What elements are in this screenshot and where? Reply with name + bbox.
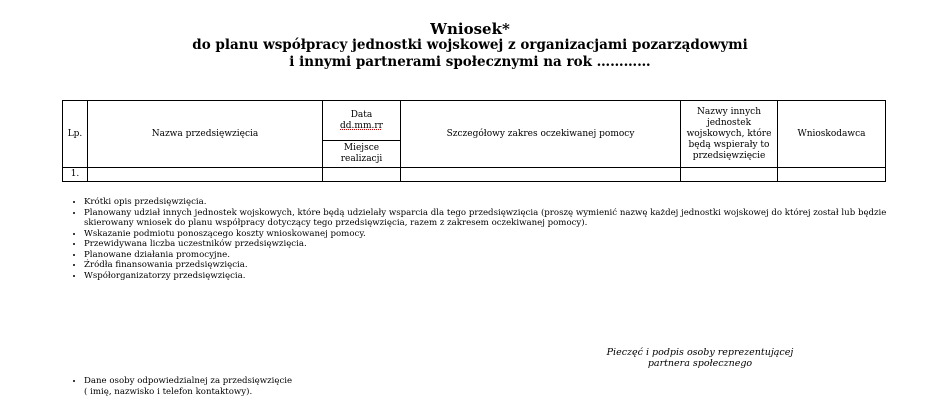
signature-block [570,347,830,369]
header-units: Nazwy innych jednostek wojskowych, które będą wspierały to przedsięwzięcie [681,101,778,168]
list-item: • Planowane działania promocyjne. [84,250,929,261]
header-date-label: Data [350,109,373,120]
row-cell-date[interactable] [323,168,401,182]
header-lp: Lp. [63,101,88,168]
header-date-format: dd.mm.rr [340,120,383,131]
contact-list [62,376,292,397]
document-subtitle-line1: do planu współpracy jednostki wojskowej z organizacjami pozarządowymi [192,37,748,53]
instructions-list [62,197,929,281]
row-cell-units[interactable] [681,168,778,182]
row-cell-name[interactable] [88,168,323,182]
contact-line1: Dane osoby odpowiedzialnej za przedsięwzięcie [84,376,293,386]
signature-line2: partnera społecznego [647,358,753,369]
list-item: • Przewidywana liczba uczestników przedsięwzięcia. [84,239,929,250]
request-table [62,100,886,182]
document-subtitle-line2: i innymi partnerami społecznymi na rok ………… [289,54,651,70]
row-cell-applicant[interactable] [778,168,886,182]
header-place: Miejsce realizacji [323,141,401,168]
row-cell-scope[interactable] [401,168,681,182]
list-item: • Krótki opis przedsięwzięcia. [84,197,929,208]
header-scope: Szczegółowy zakres oczekiwanej pomocy [401,101,681,168]
header-applicant: Wnioskodawca [778,101,886,168]
header-date [323,101,401,141]
list-item: • Planowany udział innych jednostek wojskowych, które będą udzielały wsparcia dla tego przedsięwzięcia (proszę wymienić nazwę każdej jednostki wojskowej do której został lub będzie skierowany wniosek do planu współpracy dotyczący tego przedsięwzięcia, razem z zakresem oczekiwanej pomocy). [84,208,929,229]
table-row [63,168,886,182]
table-header-row [63,101,886,141]
header-name: Nazwa przedsięwzięcia [88,101,323,168]
document-title: Wniosek* [430,20,510,38]
list-item [84,376,292,397]
contact-line2: ( imię, nazwisko i telefon kontaktowy). [84,386,253,397]
list-item: • Wskazanie podmiotu ponoszącego koszty wnioskowanej pomocy. [84,229,929,240]
signature-line1: Pieczęć i podpis osoby reprezentującej [606,347,794,358]
list-item: • Współorganizatorzy przedsięwzięcia. [84,271,929,282]
list-item: • Źródła finansowania przedsięwzięcia. [84,260,929,271]
row-lp: 1. [63,168,88,182]
